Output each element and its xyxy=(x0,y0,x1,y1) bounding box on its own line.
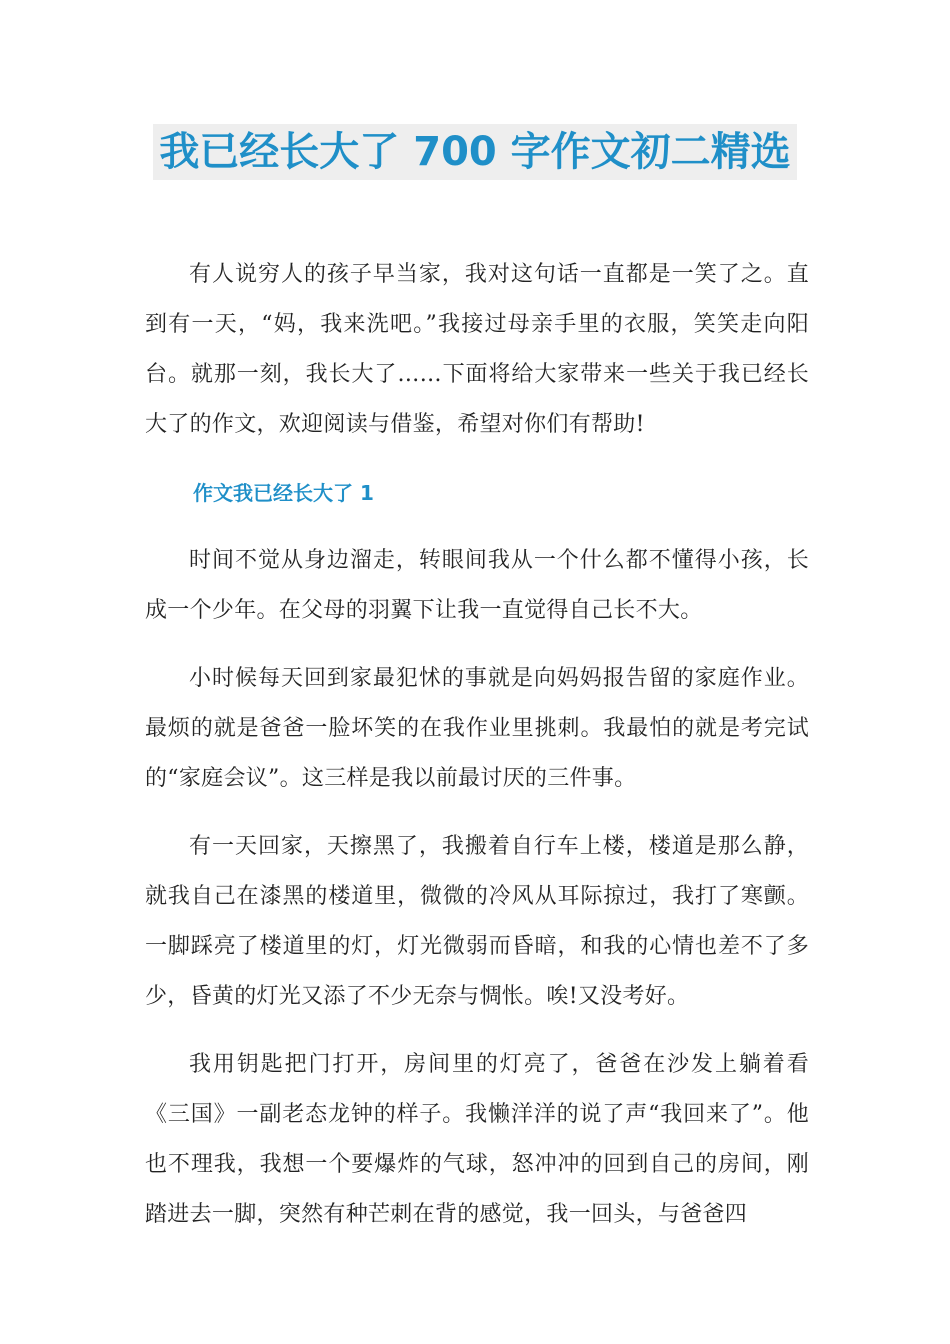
body-paragraph-2: 小时候每天回到家最犯怵的事就是向妈妈报告留的家庭作业。最烦的就是爸爸一脸坏笑的在我作业里挑刺。我最怕的就是考完试的“家庭会议”。这三样是我以前最讨厌的三件事。 xyxy=(145,666,809,791)
body-paragraph-4: 我用钥匙把门打开，房间里的灯亮了，爸爸在沙发上躺着看《三国》一副老态龙钟的样子。我懒洋洋的说了声“我回来了”。他也不理我，我想一个要爆炸的气球，怒冲冲的回到自己的房间，刚踏进去一脚，突然有种芒刺在背的感觉，我一回头，与爸爸四 xyxy=(145,1052,809,1227)
section-heading: 作文我已经长大了 1 xyxy=(193,481,374,505)
title-container xyxy=(0,124,950,180)
body-paragraph-3: 有一天回家，天擦黑了，我搬着自行车上楼，楼道是那么静，就我自己在漆黑的楼道里，微微的冷风从耳际掠过，我打了寒颤。一脚踩亮了楼道里的灯，灯光微弱而昏暗，和我的心情也差不了多少，昏黄的灯光又添了不少无奈与惆怅。唉!又没考好。 xyxy=(145,834,809,1009)
document-body xyxy=(145,250,809,1258)
body-paragraph-1: 时间不觉从身边溜走，转眼间我从一个什么都不懂得小孩，长成一个少年。在父母的羽翼下让我一直觉得自己长不大。 xyxy=(145,548,809,623)
intro-paragraph: 有人说穷人的孩子早当家，我对这句话一直都是一笑了之。直到有一天，“妈，我来洗吧。”我接过母亲手里的衣服，笑笑走向阳台。就那一刻，我长大了……下面将给大家带来一些关于我已经长大了的作文，欢迎阅读与借鉴，希望对你们有帮助! xyxy=(145,262,809,437)
document-title: 我已经长大了 700 字作文初二精选 xyxy=(153,124,796,180)
